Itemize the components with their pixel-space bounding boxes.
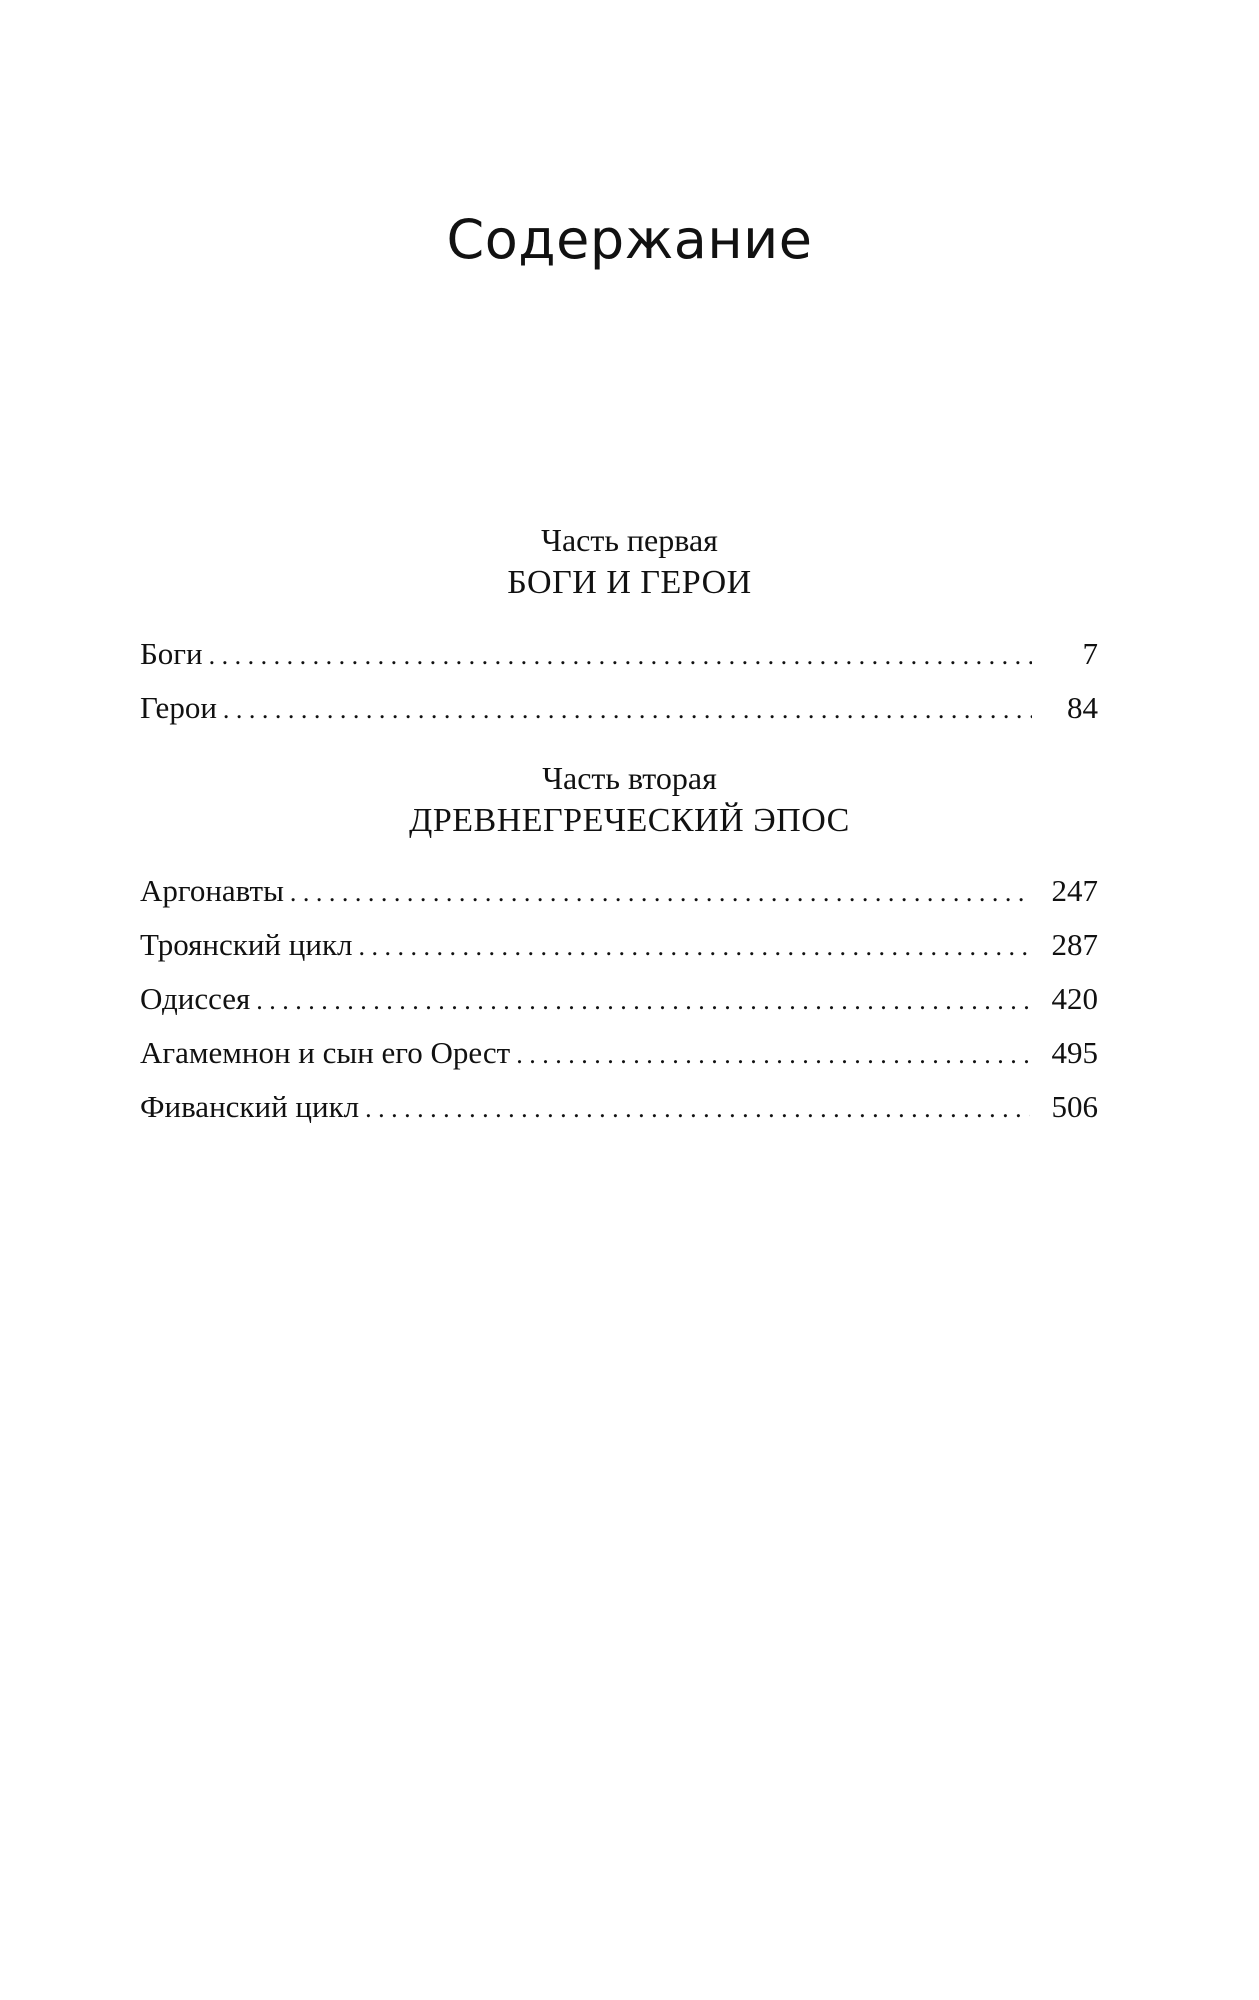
dot-leader [365, 1082, 1029, 1136]
toc-entry[interactable] [140, 972, 1098, 1026]
dot-leader [256, 974, 1029, 1028]
entry-title: Фиванский цикл [140, 1089, 360, 1124]
entry-page-number: 247 [1051, 873, 1098, 908]
entry-page-number: 287 [1051, 927, 1098, 962]
part-title: ДРЕВНЕГРЕЧЕСКИЙ ЭПОС [409, 802, 850, 839]
dot-leader [516, 1028, 1029, 1082]
entry-title: Одиссея [140, 981, 251, 1016]
entry-title: Агамемнон и сын его Орест [140, 1035, 511, 1070]
toc-entry[interactable] [140, 918, 1098, 972]
part-heading-1 [0, 520, 1259, 606]
entry-page-number: 506 [1051, 1089, 1098, 1124]
toc-entry[interactable] [140, 681, 1098, 735]
toc-entry[interactable] [140, 864, 1098, 918]
toc-entry[interactable] [140, 1080, 1098, 1134]
dot-leader [358, 920, 1029, 974]
entry-title: Аргонавты [140, 873, 284, 908]
toc-entry[interactable] [140, 1026, 1098, 1080]
dot-leader [290, 866, 1030, 920]
toc-section-2 [140, 864, 1098, 1134]
part-title: БОГИ И ГЕРОИ [507, 564, 752, 601]
entry-title: Боги [140, 636, 203, 671]
toc-section-1 [140, 627, 1098, 735]
dot-leader [209, 629, 1032, 683]
part-label: Часть первая [541, 522, 718, 558]
entry-page-number: 495 [1051, 1035, 1098, 1070]
entry-page-number: 84 [1067, 690, 1098, 725]
entry-page-number: 420 [1051, 981, 1098, 1016]
entry-title: Троянский цикл [140, 927, 353, 962]
part-label: Часть вторая [542, 760, 717, 796]
part-heading-2 [0, 758, 1259, 844]
entry-page-number: 7 [1082, 636, 1098, 671]
dot-leader [223, 683, 1032, 737]
entry-title: Герои [140, 690, 217, 725]
page-title: Содержание [446, 208, 813, 271]
toc-entry[interactable] [140, 627, 1098, 681]
